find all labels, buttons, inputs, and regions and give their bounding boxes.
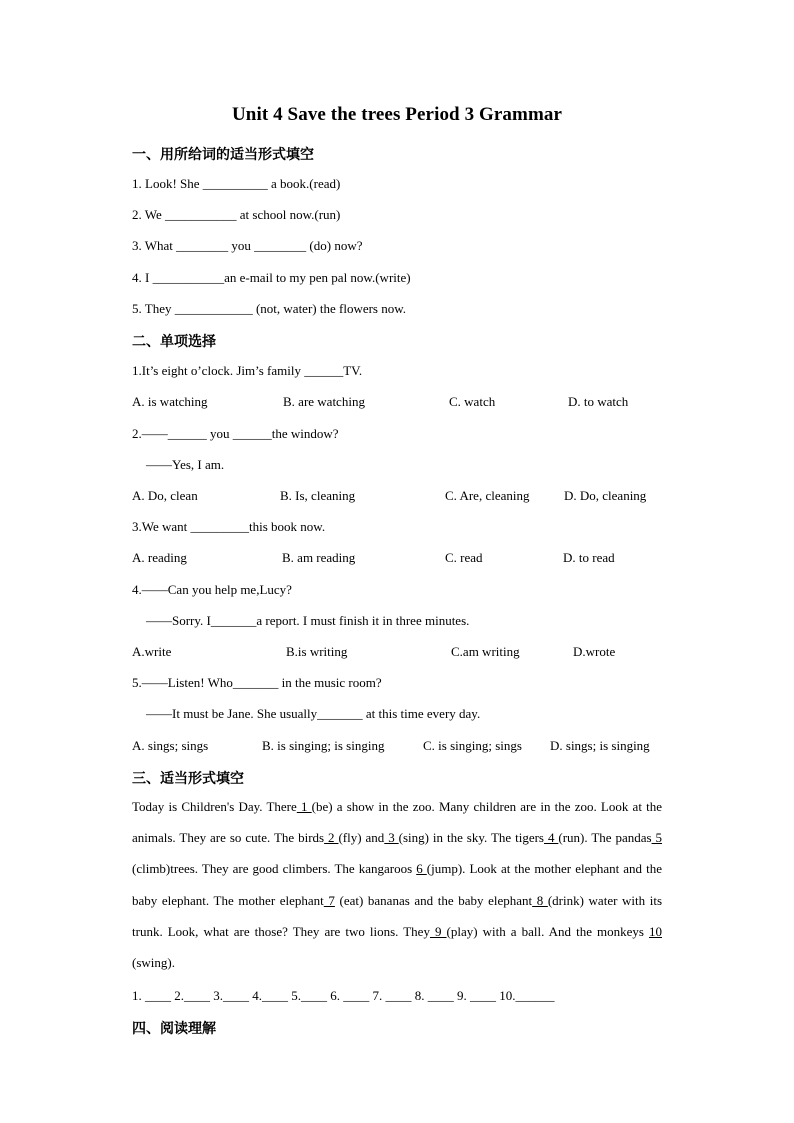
question-2-4-option-c: C.am writing — [451, 644, 520, 659]
question-2-1-option-d: D. to watch — [568, 394, 629, 409]
passage-text: (drink) water with its trunk. Look, what are those? They are two lions. They — [132, 892, 663, 939]
cloze-passage — [132, 791, 662, 978]
question-2-4-option-b: B.is writing — [286, 644, 348, 659]
question-2-1-option-b: B. are watching — [283, 394, 365, 409]
question-2-4-stem: 4.——Can you help me,Lucy? — [132, 582, 292, 597]
question-2-2-option-b: B. Is, cleaning — [280, 488, 356, 503]
passage-text: Today is Children's Day. There — [132, 799, 297, 814]
passage-text: (fly) and — [338, 830, 385, 846]
blank-8: 8 — [532, 892, 548, 908]
question-2-2-reply: ——Yes, I am. — [146, 457, 225, 472]
blank-3: 3 — [384, 830, 399, 846]
question-2-4-option-a: A.write — [132, 644, 172, 659]
question-2-3-stem: 3.We want _________this book now. — [132, 519, 326, 534]
passage-text: (sing) in the sky. The tigers — [398, 830, 544, 846]
blank-5: 5 — [651, 830, 662, 846]
blank-7: 7 — [323, 892, 335, 908]
passage-text: (swing). — [132, 955, 175, 971]
blank-2: 2 — [324, 830, 339, 846]
question-2-2-option-c: C. Are, cleaning — [445, 488, 530, 503]
question-2-5-option-b: B. is singing; is singing — [262, 738, 385, 753]
passage-text: (be) a show in the zoo. Many children are in the zoo. Look at the animals. They are so cute. The birds — [132, 799, 663, 846]
question-2-2-option-a: A. Do, clean — [132, 488, 198, 503]
question-1-2: 2. We ___________ at school now.(run) — [132, 207, 341, 222]
question-2-5-option-a: A. sings; sings — [132, 738, 209, 753]
answer-blanks-row: 1. ____ 2.____ 3.____ 4.____ 5.____ 6. ____ 7. ____ 8. ____ 9. ____ 10.______ — [132, 988, 555, 1003]
question-2-3-option-d: D. to read — [563, 550, 615, 565]
blank-6: 6 — [416, 861, 427, 877]
question-2-5-reply: ——It must be Jane. She usually_______ at this time every day. — [146, 706, 481, 721]
question-2-1-option-a: A. is watching — [132, 394, 208, 409]
question-2-2-option-d: D. Do, cleaning — [564, 488, 647, 503]
question-1-5: 5. They ____________ (not, water) the flowers now. — [132, 301, 407, 316]
question-1-3: 3. What ________ you ________ (do) now? — [132, 238, 363, 253]
blank-10: 10 — [649, 923, 662, 939]
blank-9: 9 — [429, 923, 447, 939]
section-heading-word-forms: 三、适当形式填空 — [132, 771, 244, 787]
question-2-3-option-c: C. read — [445, 550, 483, 565]
blank-4: 4 — [544, 830, 559, 846]
page-title: Unit 4 Save the trees Period 3 Grammar — [231, 104, 563, 125]
question-1-4: 4. I ___________an e-mail to my pen pal now.(write) — [132, 270, 411, 285]
section-heading-multiple-choice: 二、单项选择 — [132, 334, 216, 350]
passage-text: (run). The pandas — [558, 830, 652, 846]
section-heading-fill-in: 一、用所给词的适当形式填空 — [132, 147, 314, 163]
section-heading-reading: 四、阅读理解 — [132, 1021, 216, 1037]
question-2-1-option-c: C. watch — [449, 394, 496, 409]
question-2-3-option-b: B. am reading — [282, 550, 356, 565]
question-2-5-option-d: D. sings; is singing — [550, 738, 650, 753]
passage-text: (eat) bananas and the baby elephant — [334, 892, 533, 908]
passage-text: (climb)trees. They are good climbers. The kangaroos — [132, 861, 417, 877]
question-1-1: 1. Look! She __________ a book.(read) — [132, 176, 341, 191]
question-2-3-option-a: A. reading — [132, 550, 187, 565]
question-2-4-reply: ——Sorry. I_______a report. I must finish it in three minutes. — [146, 613, 470, 628]
question-2-5-stem: 5.——Listen! Who_______ in the music room? — [132, 675, 382, 690]
passage-text: (play) with a ball. And the monkeys — [446, 923, 649, 939]
question-2-5-option-c: C. is singing; sings — [423, 738, 522, 753]
question-2-2-stem: 2.——______ you ______the window? — [132, 426, 339, 441]
passage-text: (jump). Look at the mother elephant and the baby elephant. The mother elephant — [132, 861, 662, 908]
question-2-1-stem: 1.It’s eight o’clock. Jim’s family ______TV. — [132, 363, 363, 378]
question-2-4-option-d: D.wrote — [573, 644, 616, 659]
blank-1: 1 — [296, 799, 312, 814]
